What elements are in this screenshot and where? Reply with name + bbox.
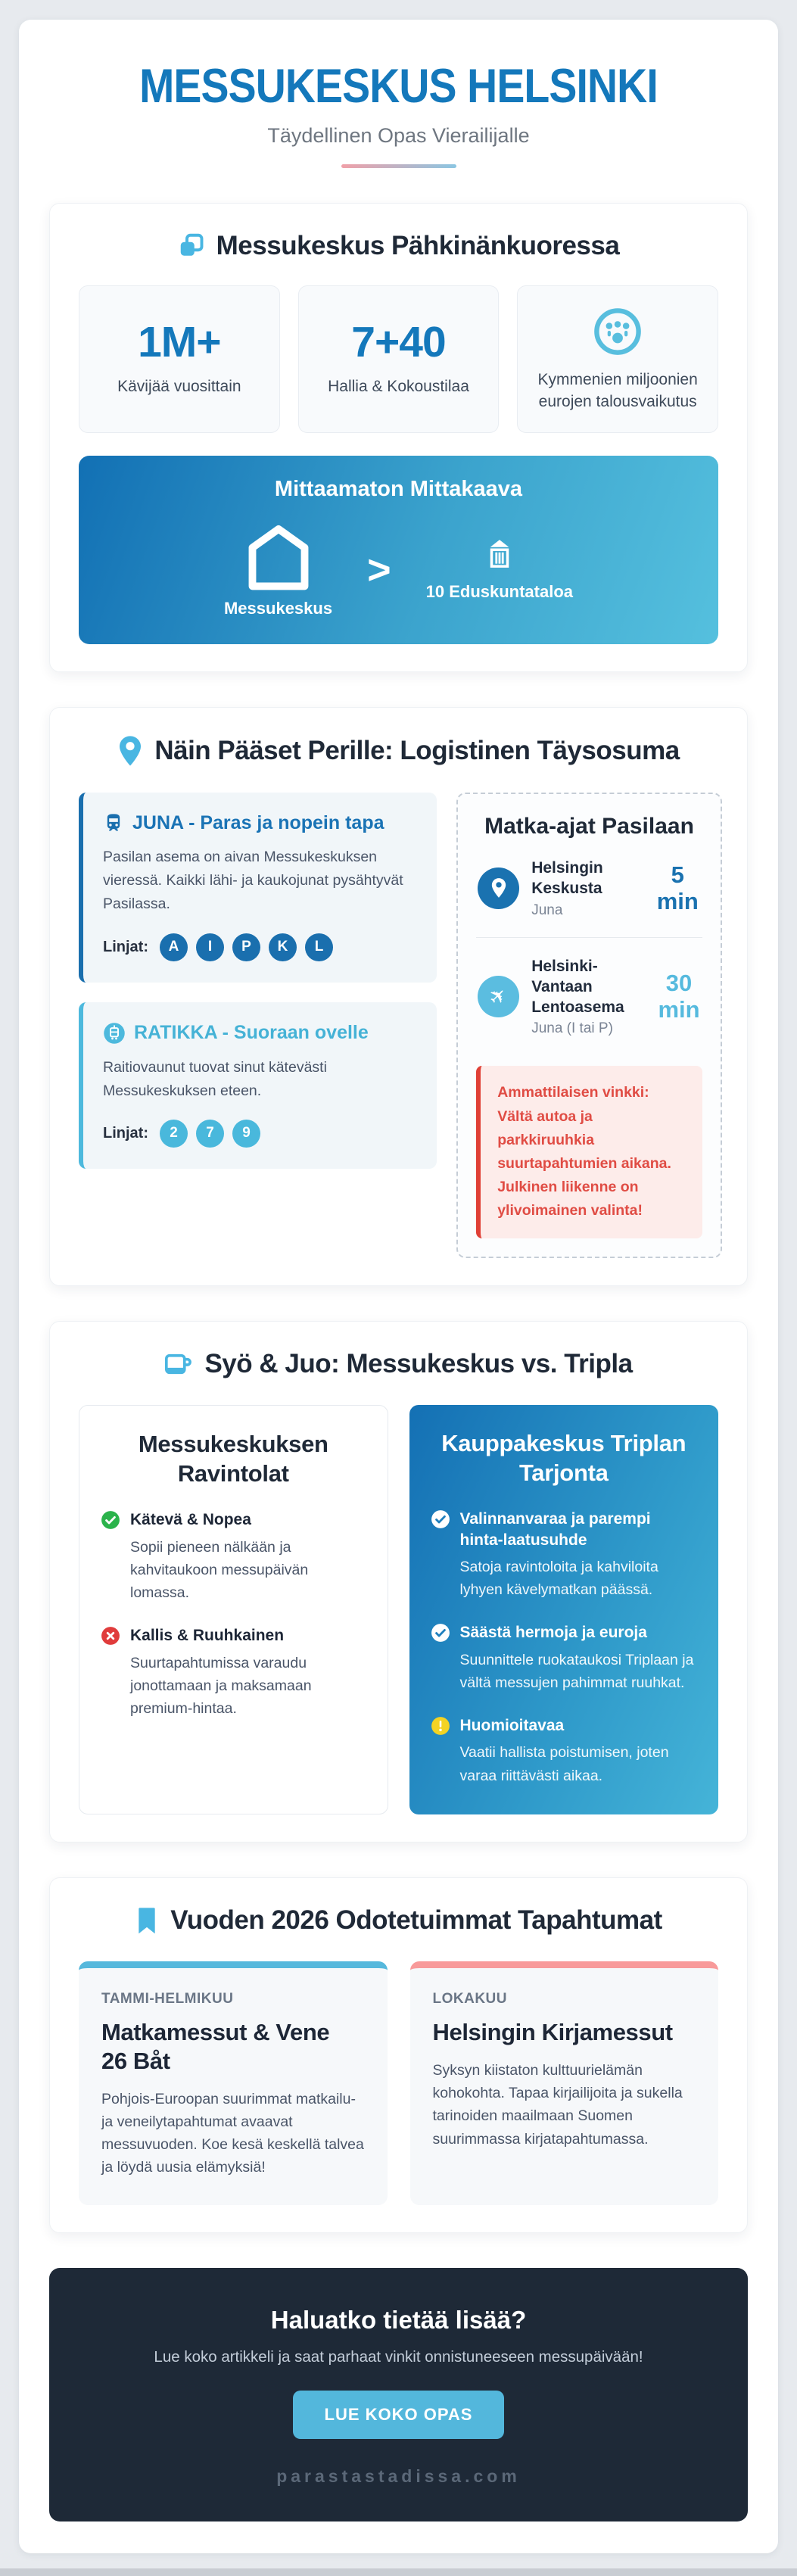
dining-item xyxy=(431,1622,698,1694)
stats-row xyxy=(79,285,718,433)
transport-left-column xyxy=(79,793,437,1258)
section-nutshell xyxy=(49,203,748,672)
dining-item-title: Säästä hermoja ja euroja xyxy=(459,1624,647,1642)
economy-icon xyxy=(592,306,643,357)
dining-item-text xyxy=(460,1509,698,1601)
dining-item xyxy=(101,1509,366,1604)
scale-title: Mittaamaton Mittakaava xyxy=(274,476,523,501)
dining-item-description: Vaatii hallista poistumisen, joten varaa riittävästi aikaa. xyxy=(459,1744,669,1784)
event-month: LOKAKUU xyxy=(432,1991,507,2008)
page-subtitle: Täydellinen Opas Vierailijalle xyxy=(267,124,530,147)
bottom-edge-strip xyxy=(0,2568,797,2576)
section-transport xyxy=(49,707,748,1286)
train-line-badge: P xyxy=(232,933,260,961)
travel-time: 5 min xyxy=(656,861,699,915)
event-description: Pohjois-Euroopan suurimmat matkailu- ja veneilytapahtumat avaavat messuvuoden. Koe kesä keskellä talvea ja löydä uusia elämyksiä! xyxy=(101,2090,364,2176)
tram-line-badge: 2 xyxy=(160,1120,188,1148)
transport-grid xyxy=(79,793,718,1258)
travel-destination: Helsinki-Vantaan Lentoasema xyxy=(531,957,624,1017)
event-card-kirjamessut xyxy=(410,1961,719,2205)
page-header xyxy=(49,45,748,168)
location-pin-circle xyxy=(478,867,519,909)
tram-line-badge: 9 xyxy=(232,1120,260,1148)
location-pin-icon xyxy=(490,877,507,899)
plane-icon: ✈ xyxy=(484,982,512,1011)
page-container xyxy=(19,20,778,2553)
scale-eduskuntatalo xyxy=(426,538,573,602)
dining-grid xyxy=(79,1405,718,1814)
stat-halls-label: Hallia & Kokoustilaa xyxy=(328,377,469,395)
parliament-icon xyxy=(484,538,515,575)
dining-title-row xyxy=(79,1349,718,1379)
events-title-row xyxy=(79,1905,718,1936)
stat-visitors-label: Kävijää vuosittain xyxy=(117,377,241,395)
x-circle-icon xyxy=(101,1626,120,1646)
dining-item-text xyxy=(460,1715,698,1787)
cta-footer xyxy=(49,2268,748,2521)
overlap-squares-icon xyxy=(178,232,205,260)
dining-item-description: Satoja ravintoloita ja kahviloita lyhyen kävelymatkan päässä. xyxy=(459,1558,658,1599)
dining-item-description: Suurtapahtumissa varaudu jonottamaan ja maksamaan premium-hintaa. xyxy=(130,1654,312,1717)
event-name: Helsingin Kirjamessut xyxy=(432,2019,673,2046)
nutshell-title: Messukeskus Pähkinänkuoressa xyxy=(216,231,620,260)
train-heading: JUNA - Paras ja nopein tapa xyxy=(132,811,384,833)
train-line-badge: L xyxy=(305,933,333,961)
pro-tip-box xyxy=(476,1066,702,1238)
tram-lines-row xyxy=(103,1120,417,1148)
nutshell-title-row xyxy=(79,231,718,261)
travel-times-title: Matka-ajat Pasilaan xyxy=(484,813,694,839)
dining-item-text xyxy=(460,1622,698,1694)
tram-icon xyxy=(103,1022,126,1045)
check-circle-icon xyxy=(431,1509,450,1529)
section-dining xyxy=(49,1321,748,1842)
dining-item-title: Huomioitavaa xyxy=(459,1717,565,1735)
events-title: Vuoden 2026 Odotetuimmat Tapahtumat xyxy=(170,1905,662,1935)
plane-circle xyxy=(478,976,519,1017)
tram-box xyxy=(79,1002,437,1169)
dining-title: Syö & Juo: Messukeskus vs. Tripla xyxy=(204,1348,633,1378)
event-month: TAMMI-HELMIKUU xyxy=(101,1991,234,2008)
train-lines-label: Linjat: xyxy=(103,938,148,955)
food-drink-icon xyxy=(164,1350,193,1378)
dining-item-description: Sopii pieneen nälkään ja kahvitaukoon messupäivän lomassa. xyxy=(130,1538,309,1602)
tram-heading: RATIKKA - Suoraan ovelle xyxy=(134,1022,369,1043)
read-full-guide-button[interactable]: LUE KOKO OPAS xyxy=(293,2391,505,2439)
travel-destination: Helsingin Keskusta xyxy=(531,858,603,898)
gradient-divider xyxy=(341,164,456,168)
dining-card-tripla xyxy=(409,1405,719,1814)
page-title: MESSUKESKUS HELSINKI xyxy=(139,60,658,113)
travel-mode: Juna (I tai P) xyxy=(531,1020,613,1037)
train-icon xyxy=(103,812,124,833)
dining-item-text xyxy=(130,1625,366,1720)
tram-line-badge: 7 xyxy=(196,1120,224,1148)
dining-item xyxy=(101,1625,366,1720)
tram-description: Raitiovaunut tuovat sinut kätevästi Messukeskuksen eteen. xyxy=(103,1058,327,1099)
scale-messukeskus xyxy=(224,522,332,618)
dining-right-heading: Kauppakeskus Triplan Tarjonta xyxy=(441,1429,686,1486)
travel-row-lentoasema xyxy=(476,937,702,1056)
tram-heading-row xyxy=(103,1022,417,1045)
map-pin-icon xyxy=(117,735,143,767)
scale-row xyxy=(101,522,696,618)
event-description: Syksyn kiistaton kulttuurielämän kohokohta. Tapaa kirjailijoita ja sukella tarinoiden maailmaan Suomen suurimmassa kirjatapahtumassa. xyxy=(432,2061,683,2148)
event-name: Matkamessut & Vene 26 Båt xyxy=(101,2019,330,2074)
transport-title-row xyxy=(79,735,718,767)
dining-left-heading: Messukeskuksen Ravintolat xyxy=(138,1430,328,1487)
pro-tip-text: Ammattilaisen vinkki: Vältä autoa ja parkkiruuhkia suurtapahtumien aikana. Julkinen liikenne on ylivoimainen valinta! xyxy=(497,1084,671,1219)
train-line-badge: A xyxy=(160,933,188,961)
warning-circle-icon xyxy=(431,1716,450,1736)
train-line-badge: K xyxy=(269,933,297,961)
dining-item-title: Kallis & Ruuhkainen xyxy=(130,1627,285,1645)
dining-card-messukeskus xyxy=(79,1405,388,1814)
events-grid xyxy=(79,1961,718,2205)
train-box xyxy=(79,793,437,983)
stat-halls-value: 7+40 xyxy=(351,317,446,366)
scale-right-label: 10 Eduskuntataloa xyxy=(425,581,574,601)
stat-visitors xyxy=(79,285,280,433)
stat-visitors-value: 1M+ xyxy=(138,317,221,366)
check-circle-icon xyxy=(101,1510,120,1530)
house-icon xyxy=(241,522,316,591)
stat-halls xyxy=(298,285,500,433)
greater-than-symbol: > xyxy=(367,547,391,593)
dining-item-description: Suunnittele ruokataukosi Triplaan ja vältä messujen pahimmat ruuhkat. xyxy=(459,1651,694,1691)
travel-times-box xyxy=(456,793,722,1258)
travel-row-text xyxy=(531,956,645,1038)
travel-mode: Juna xyxy=(531,902,563,918)
cta-subtext: Lue koko artikkeli ja saat parhaat vinkit onnistuneeseen messupäivään! xyxy=(154,2347,643,2366)
dining-item-title: Valinnanvaraa ja parempi hinta-laatusuhde xyxy=(459,1510,651,1549)
event-card-matkamessut xyxy=(79,1961,388,2205)
tram-lines-label: Linjat: xyxy=(103,1124,148,1142)
check-circle-icon xyxy=(431,1623,450,1643)
train-lines-row xyxy=(103,933,417,961)
dining-item xyxy=(431,1509,698,1601)
travel-time: 30 min xyxy=(658,969,700,1023)
stat-economy-label: Kymmenien miljoonien eurojen talousvaikutus xyxy=(537,371,698,410)
section-events xyxy=(49,1877,748,2233)
train-description: Pasilan asema on aivan Messukeskuksen vieressä. Kaikki lähi- ja kaukojunat pysähtyvät Pasilassa. xyxy=(103,848,403,913)
cta-heading: Haluatko tietää lisää? xyxy=(270,2305,527,2334)
travel-row-keskusta xyxy=(476,839,702,937)
scale-left-label: Messukeskus xyxy=(223,598,333,618)
travel-row-text xyxy=(531,858,642,919)
dining-item-title: Kätevä & Nopea xyxy=(130,1511,251,1529)
dining-item-text xyxy=(130,1509,366,1604)
site-name: parastastadissa.com xyxy=(276,2465,521,2486)
dining-item xyxy=(431,1715,698,1787)
scale-banner xyxy=(79,456,718,644)
transport-title: Näin Pääset Perille: Logistinen Täysosuma xyxy=(154,735,680,765)
train-heading-row xyxy=(103,812,417,834)
stat-economy xyxy=(517,285,718,433)
bookmark-icon xyxy=(135,1906,159,1935)
train-line-badge: I xyxy=(196,933,224,961)
